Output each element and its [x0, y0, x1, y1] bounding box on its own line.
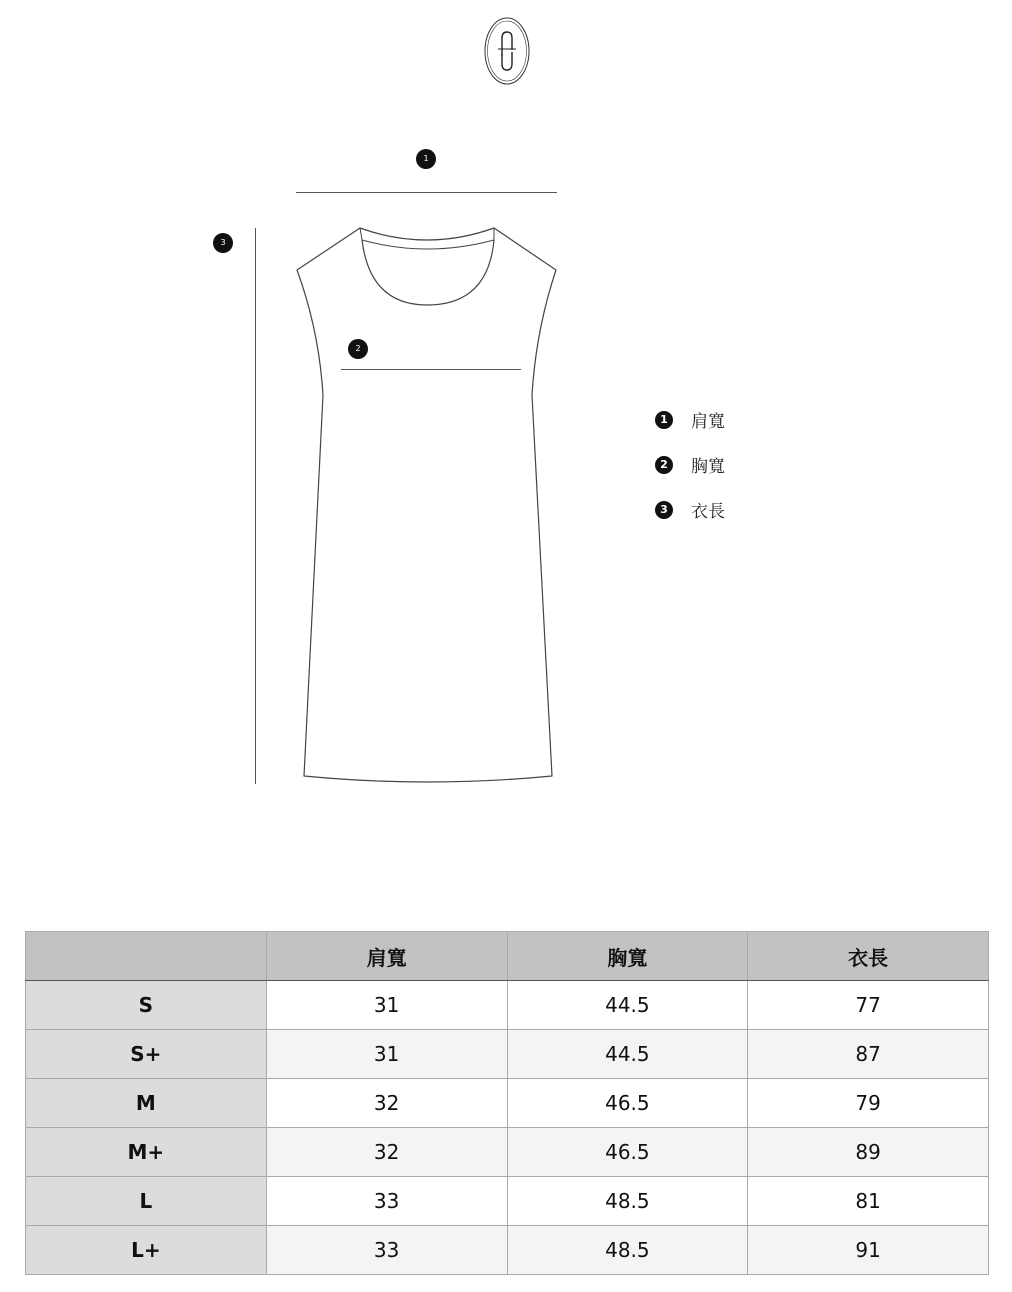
header-size: [26, 932, 267, 981]
size-cell: S+: [26, 1030, 267, 1079]
size-cell: S: [26, 981, 267, 1030]
neckline: [360, 228, 494, 249]
legend-number: 1: [655, 411, 673, 429]
size-cell: M+: [26, 1128, 267, 1177]
chest-cell: 44.5: [507, 1030, 748, 1079]
shoulder-cell: 32: [266, 1128, 507, 1177]
length-cell: 91: [748, 1226, 989, 1275]
shoulder-cell: 33: [266, 1177, 507, 1226]
length-cell: 89: [748, 1128, 989, 1177]
size-cell: L+: [26, 1226, 267, 1275]
legend-number: 2: [655, 456, 673, 474]
length-cell: 87: [748, 1030, 989, 1079]
length-cell: 81: [748, 1177, 989, 1226]
header-chest: 胸寬: [507, 932, 748, 981]
legend-label: 胸寬: [691, 457, 725, 477]
chest-cell: 48.5: [507, 1177, 748, 1226]
marker-2: 2: [348, 339, 368, 359]
shoulder-cell: 32: [266, 1079, 507, 1128]
chest-cell: 46.5: [507, 1128, 748, 1177]
chest-cell: 46.5: [507, 1079, 748, 1128]
dress-outline: [297, 228, 556, 782]
legend-number: 3: [655, 501, 673, 519]
marker-3: 3: [213, 233, 233, 253]
chest-cell: 44.5: [507, 981, 748, 1030]
legend-label: 肩寬: [691, 412, 725, 432]
header-shoulder: 肩寬: [266, 932, 507, 981]
legend-item-chest: [655, 442, 725, 487]
marker-1: 1: [416, 149, 436, 169]
table-row: [26, 1177, 989, 1226]
shoulder-cell: 31: [266, 981, 507, 1030]
legend-label: 衣長: [691, 502, 725, 522]
table-row: [26, 981, 989, 1030]
shoulder-cell: 31: [266, 1030, 507, 1079]
size-table: [25, 931, 989, 1275]
neckline-inner: [362, 240, 494, 305]
legend-item-length: [655, 487, 725, 532]
table-row: [26, 1128, 989, 1177]
length-cell: 77: [748, 981, 989, 1030]
header-length: 衣長: [748, 932, 989, 981]
legend-item-shoulder: [655, 397, 725, 442]
measurement-legend: [655, 397, 725, 532]
length-cell: 79: [748, 1079, 989, 1128]
table-row: [26, 1226, 989, 1275]
shoulder-cell: 33: [266, 1226, 507, 1275]
table-header-row: [26, 932, 989, 981]
size-cell: L: [26, 1177, 267, 1226]
table-row: [26, 1079, 989, 1128]
table-row: [26, 1030, 989, 1079]
size-cell: M: [26, 1079, 267, 1128]
chest-cell: 48.5: [507, 1226, 748, 1275]
